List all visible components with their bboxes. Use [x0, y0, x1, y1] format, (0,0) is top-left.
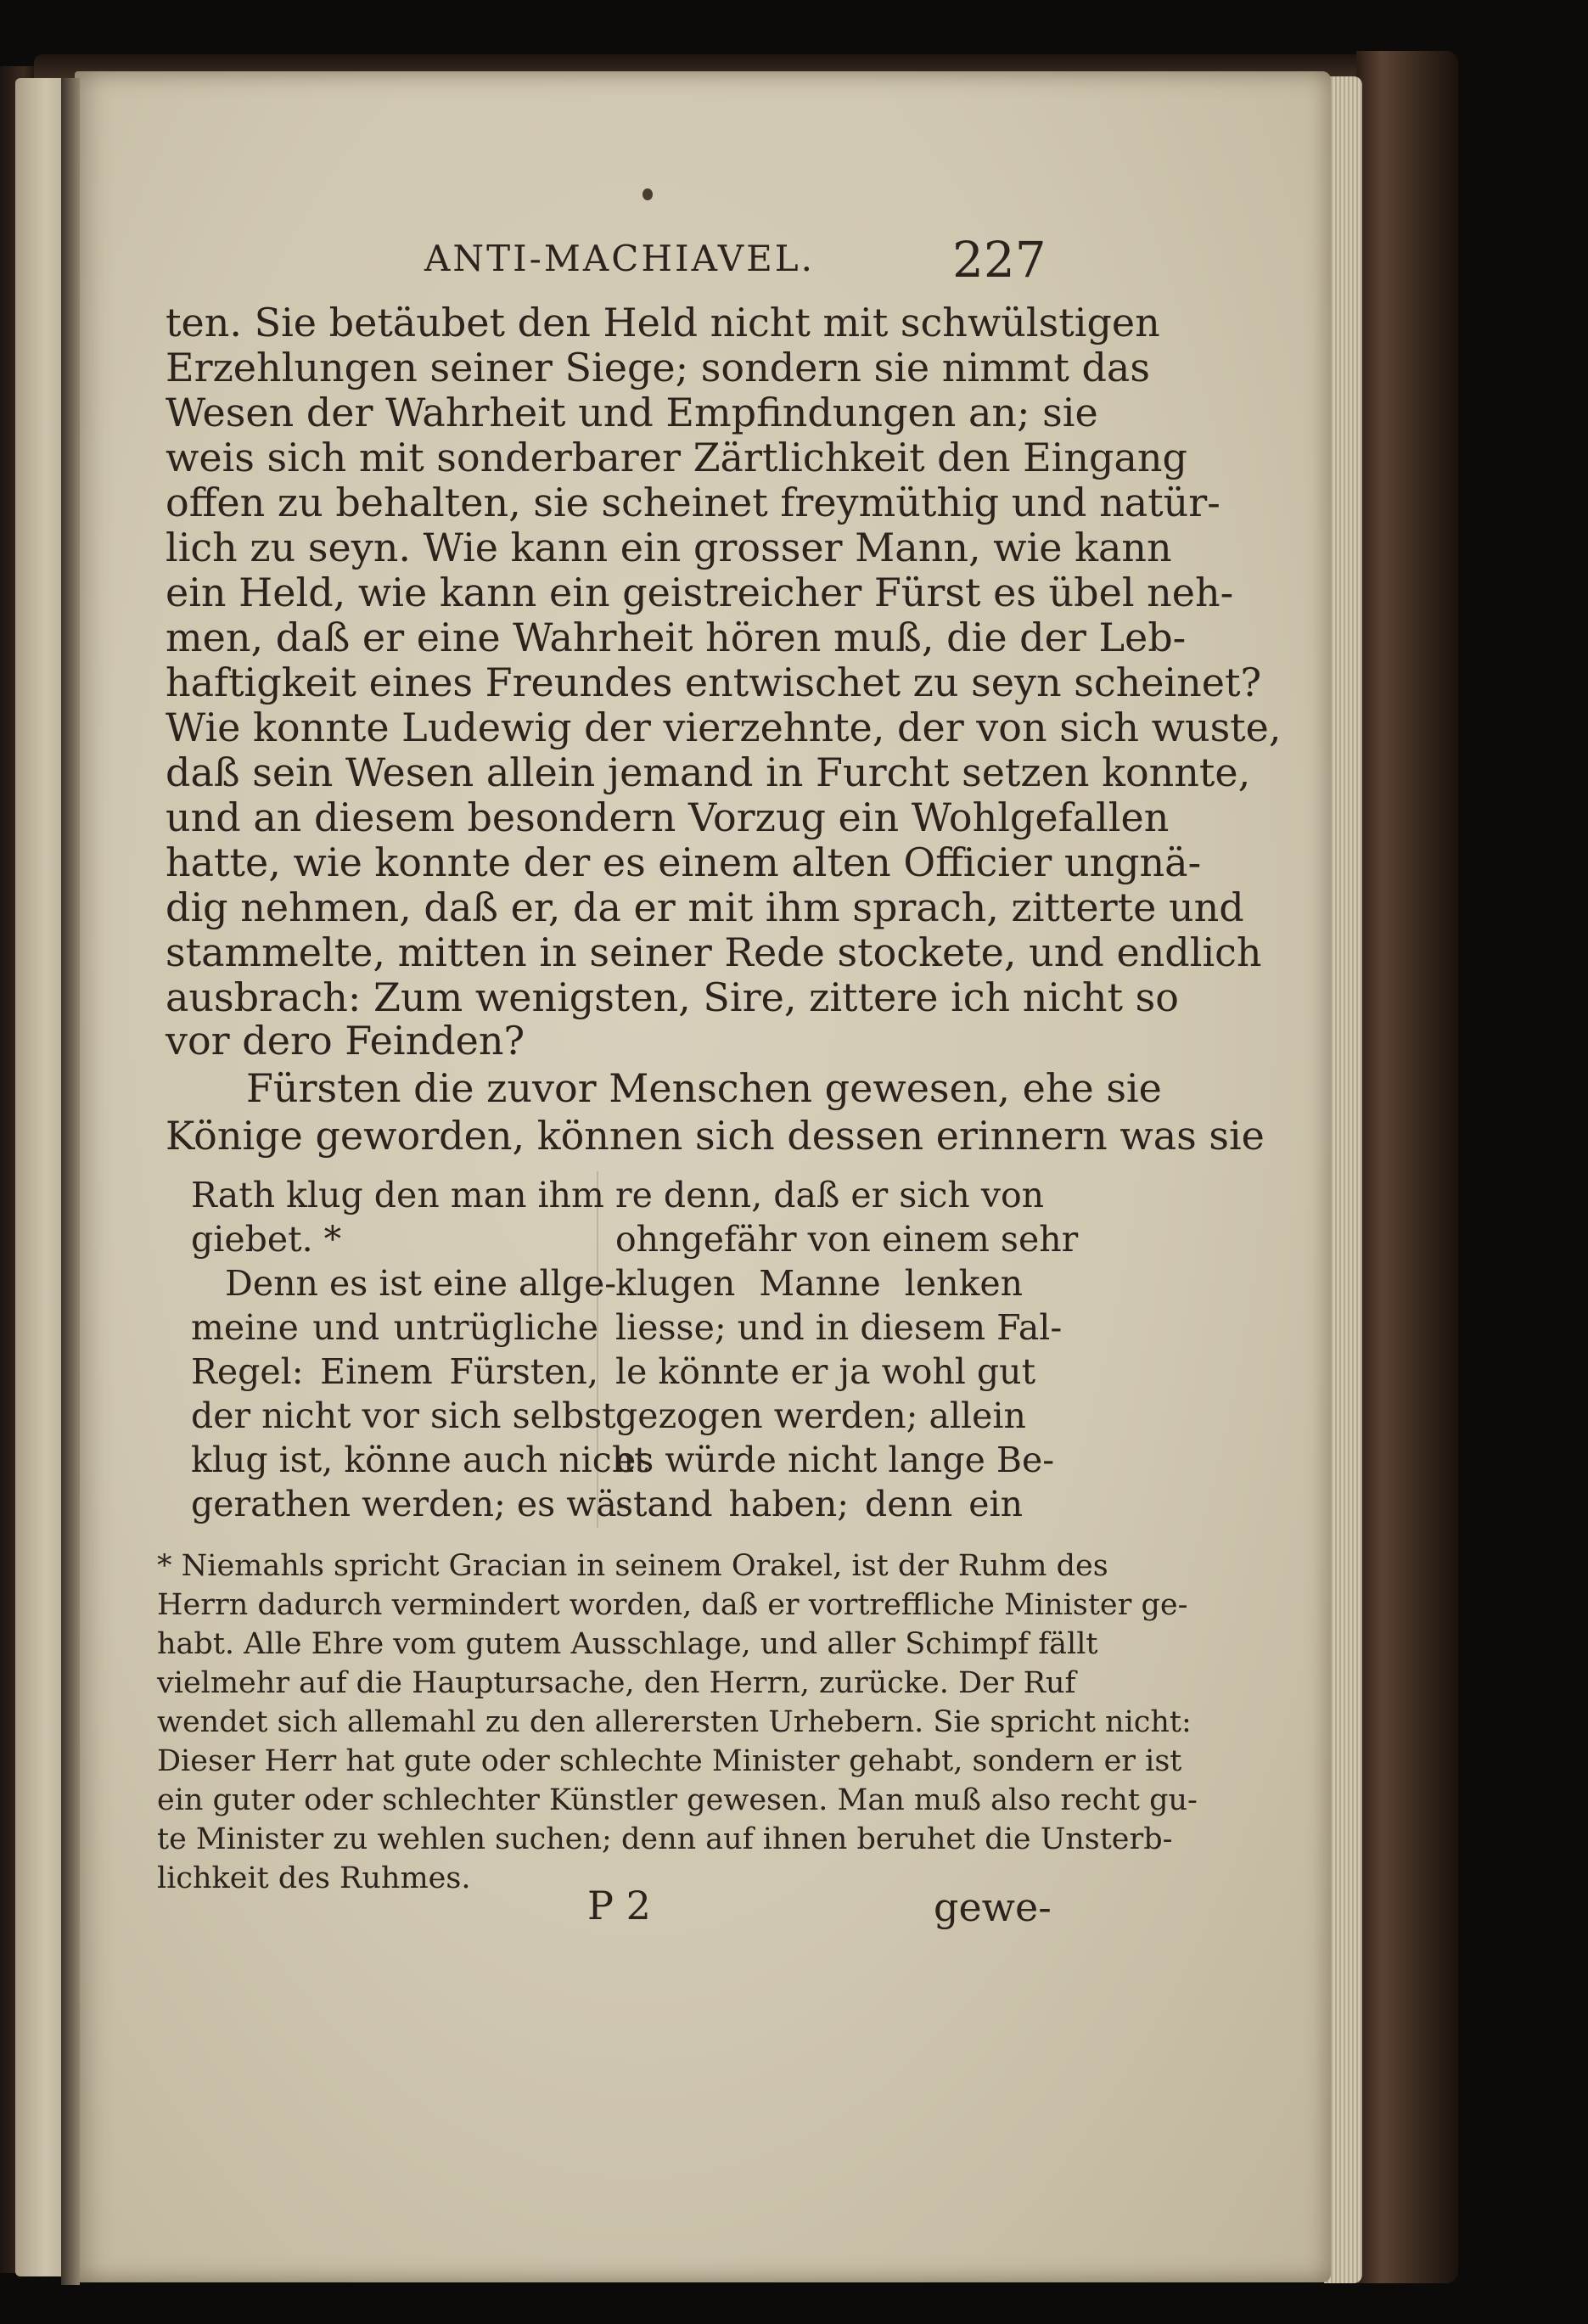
column-line: stand haben; denn ein: [615, 1484, 1023, 1524]
ink-spot: [642, 188, 653, 200]
text-line: daß sein Wesen allein jemand in Furcht setzen konnte,: [166, 749, 1251, 795]
text-line: dig nehmen, daß er, da er mit ihm sprach, zitterte und: [166, 884, 1244, 930]
paragraph-start-line: Fürsten die zuvor Menschen gewesen, ehe sie: [246, 1065, 1162, 1111]
column-line: meine und untrügliche: [191, 1307, 598, 1348]
text-line: Wie konnte Ludewig der vierzehnte, der von sich wuste,: [166, 704, 1282, 750]
column-line: der nicht vor sich selbst: [191, 1395, 616, 1436]
text-line: Könige geworden, können sich dessen erinnern was sie: [166, 1113, 1265, 1159]
column-line: le könnte er ja wohl gut: [615, 1351, 1036, 1392]
footnote-line: Herrn dadurch vermindert worden, daß er vortreffliche Minister ge-: [157, 1588, 1188, 1622]
footnote-line: lichkeit des Ruhmes.: [157, 1861, 471, 1895]
footnote-line: * Niemahls spricht Gracian in seinem Orakel, ist der Ruhm des: [157, 1549, 1108, 1583]
footnote-line: habt. Alle Ehre vom gutem Ausschlage, und aller Schimpf fällt: [157, 1627, 1098, 1661]
text-line: und an diesem besondern Vorzug ein Wohlgefallen: [166, 794, 1170, 840]
column-line: Denn es ist eine allge-: [225, 1263, 617, 1304]
column-line: re denn, daß er sich von: [615, 1175, 1045, 1215]
text-line: men, daß er eine Wahrheit hören muß, die der Leb-: [166, 615, 1187, 660]
column-divider: [597, 1171, 598, 1528]
running-title: ANTI-MACHIAVEL.: [424, 238, 816, 279]
text-line: stammelte, mitten in seiner Rede stockete, und endlich: [166, 929, 1262, 975]
column-line: gezogen werden; allein: [615, 1395, 1026, 1436]
book-cover-right: [1356, 51, 1458, 2283]
footnote: [157, 1547, 1198, 1898]
text-line: vor dero Feinden?: [166, 1018, 525, 1064]
text-line: weis sich mit sonderbarer Zärtlichkeit den Eingang: [166, 435, 1187, 480]
text-line: Erzehlungen seiner Siege; sondern sie nimmt das: [166, 345, 1150, 390]
footnote-line: wendet sich allemahl zu den allerersten Urhebern. Sie spricht nicht:: [157, 1705, 1192, 1739]
text-line: haftigkeit eines Freundes entwischet zu seyn scheinet?: [166, 660, 1262, 705]
left-column: [191, 1173, 648, 1526]
gutter-shadow: [61, 78, 80, 2285]
right-column: [615, 1173, 1079, 1526]
text-line: ten. Sie betäubet den Held nicht mit schwülstigen: [166, 300, 1160, 345]
text-line: ein Held, wie kann ein geistreicher Fürst es übel neh-: [166, 570, 1234, 615]
column-line: giebet. *: [191, 1219, 342, 1260]
column-line: gerathen werden; es wä-: [191, 1484, 629, 1524]
column-line: Rath klug den man ihm: [191, 1175, 604, 1215]
column-line: Regel: Einem Fürsten,: [191, 1351, 598, 1392]
footnote-line: Dieser Herr hat gute oder schlechte Minister gehabt, sondern er ist: [157, 1744, 1182, 1778]
column-line: klug ist, könne auch nicht: [191, 1440, 648, 1480]
column-line: liesse; und in diesem Fal-: [615, 1307, 1063, 1348]
column-line: es würde nicht lange Be-: [615, 1440, 1055, 1480]
column-line: klugen Manne lenken: [615, 1263, 1023, 1304]
text-line: lich zu seyn. Wie kann ein grosser Mann, wie kann: [166, 525, 1172, 570]
text-line: offen zu behalten, sie scheinet freymüthig und natür-: [166, 480, 1220, 525]
signature-mark: P 2: [587, 1883, 651, 1928]
text-line: ausbrach: Zum wenigsten, Sire, zittere ich nicht so: [166, 974, 1179, 1020]
footnote-line: ein guter oder schlechter Künstler gewesen. Man muß also recht gu-: [157, 1783, 1198, 1817]
catchword: gewe-: [934, 1884, 1052, 1930]
page-number: 227: [952, 231, 1047, 289]
footnote-line: vielmehr auf die Hauptursache, den Herrn, zurücke. Der Ruf: [157, 1666, 1076, 1700]
text-line: Wesen der Wahrheit und Empfindungen an; sie: [166, 390, 1098, 435]
column-line: ohngefähr von einem sehr: [615, 1219, 1079, 1260]
text-line: hatte, wie konnte der es einem alten Officier ungnä-: [166, 839, 1202, 885]
footnote-line: te Minister zu wehlen suchen; denn auf ihnen beruhet die Unsterb-: [157, 1822, 1173, 1856]
